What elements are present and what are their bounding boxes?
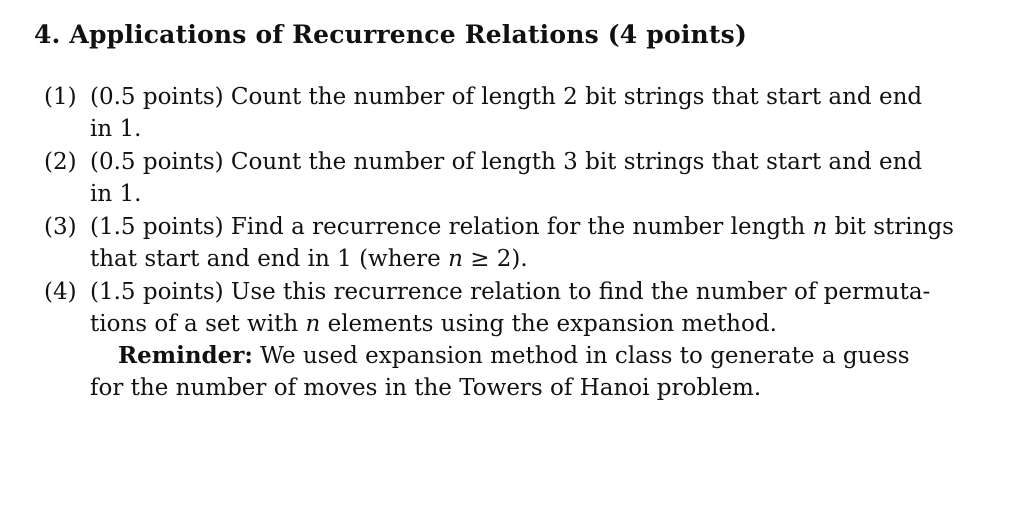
item-line [90,243,924,275]
item-text [90,276,931,340]
math-variable: n [305,311,321,337]
item-number: (4) [44,279,77,305]
item-number: (1) [44,84,77,110]
item-number: (3) [44,214,77,240]
item-text [90,146,924,210]
reminder-line: for the number of moves in the Towers of Hanoi problem. [90,375,762,401]
reminder-line [90,340,924,372]
reminder-label: Reminder: [118,342,253,369]
item-line [90,211,954,243]
item-text [90,211,954,275]
section-heading: 4. Applications of Recurrence Relations (4 points) [34,20,747,49]
item-number: (2) [44,149,77,175]
item-line [90,308,924,340]
text-segment: that start and end in 1 (where [90,246,449,272]
item-text [90,81,924,145]
question-item-4 [44,276,931,340]
question-item-1 [44,81,924,145]
text-segment: (1.5 points) Find a recurrence relation for the number length [90,214,813,240]
text-segment: elements using the expansion method. [320,311,777,337]
item-line: in 1. [90,116,142,142]
text-segment: tions of a set with [90,311,306,337]
item-line: in 1. [90,181,142,207]
text-segment: ≥ 2). [462,246,528,272]
math-variable: n [448,246,463,272]
reminder-text: We used expansion method in class to generate a guess [252,343,910,369]
question-item-3 [44,211,954,275]
math-variable: n [812,214,828,240]
item-line: (1.5 points) Use this recurrence relation to find the number of permuta- [90,279,931,305]
item-line: (0.5 points) Count the number of length 2 bit strings that start and end [90,84,923,110]
reminder-paragraph [90,340,924,404]
item-line: (0.5 points) Count the number of length 3 bit strings that start and end [90,149,923,175]
text-segment: bit strings [827,214,954,240]
question-item-2 [44,146,924,210]
